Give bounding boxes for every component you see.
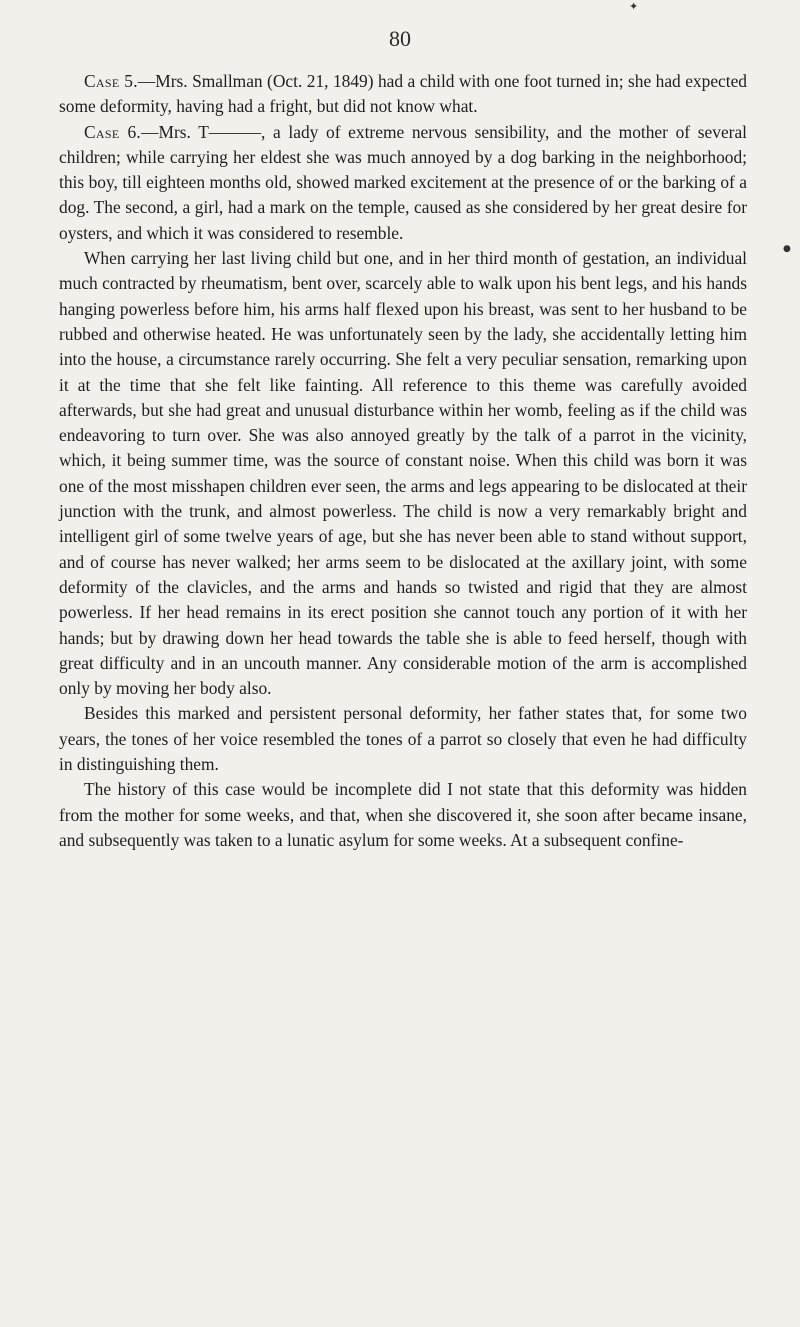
case-label: Case 6. — [84, 121, 142, 142]
body-text — [59, 69, 747, 853]
paragraph-text: The history of this case would be incomplete did I not state that this deformity was hidden from the mother for some weeks, and that, when she discovered it, she soon after became insane, and subsequently was taken to a lunatic asylum for some weeks. At a subsequent confine- — [59, 779, 747, 850]
case-label: Case 5. — [84, 71, 138, 91]
paragraph-text: Besides this marked and persistent personal deformity, her father states that, for some two years, the tones of her voice resembled the tones of a parrot so closely that even he had difficulty in distinguishing them. — [59, 703, 747, 775]
ink-speck-mark: ✦ — [629, 0, 639, 13]
paragraph-text: When carrying her last living child but one, and in her third month of gestation, an individual much contracted by rheumatism, bent over, scarcely able to walk upon his bent legs, and his hands hanging powerless before him, his arms half flexed upon his breast, was sent to her husband to be rubbed and otherwise heated. He was unfortunately seen by the lady, she accidentally letting him into the house, a circumstance rarely occurring. She felt a very peculiar sensation, remarking upon it at the time that she felt like fainting. All reference to this theme was carefully avoided afterwards, but she had great and unusual disturbance within her womb, feeling as if the child was endeavoring to turn over. She was also annoyed greatly by the talk of a parrot in the vicinity, which, it being summer time, was the source of constant noise. When this child was born it was one of the most misshapen children ever seen, the arms and legs appearing to be dislocated at their junction with the trunk, and almost powerless. The child is now a very remarkably bright and intelligent girl of some twelve years of age, but she has never been able to stand without support, and of course has never walked; her arms seem to be dislocated at the axillary joint, with some deformity of the clavicles, and the arms and hands so twisted and rigid that they are almost powerless. If her head remains in its erect position she cannot touch any portion of it with her hands; but by drawing down her head towards the table she is able to feed herself, though with great difficulty and in an uncouth manner. Any considerable motion of the arm is accomplished only by moving her body also. — [59, 248, 747, 699]
paragraph-text: —Mrs. T———, a lady of extreme nervous sensibility, and the mother of several children; while carrying her eldest she was much annoyed by a dog barking in the neighborhood; this boy, till eighteen months old, showed marked excitement at the presence of or the barking of a dog. The second, a girl, had a mark on the temple, caused as she considered by her great desire for oysters, and which it was considered to resemble. — [59, 121, 748, 243]
ink-speck-mark: ● — [783, 244, 791, 254]
paragraph-case-6 — [59, 120, 747, 246]
page-number: 80 — [389, 26, 411, 51]
paragraph — [59, 777, 747, 853]
paragraph — [59, 246, 747, 701]
paragraph — [59, 701, 747, 777]
paragraph-text: —Mrs. Smallman (Oct. 21, 1849) had a child with one foot turned in; she had expected some deformity, having had a fright, but did not know what. — [59, 71, 747, 117]
paragraph-case-5 — [59, 69, 747, 120]
